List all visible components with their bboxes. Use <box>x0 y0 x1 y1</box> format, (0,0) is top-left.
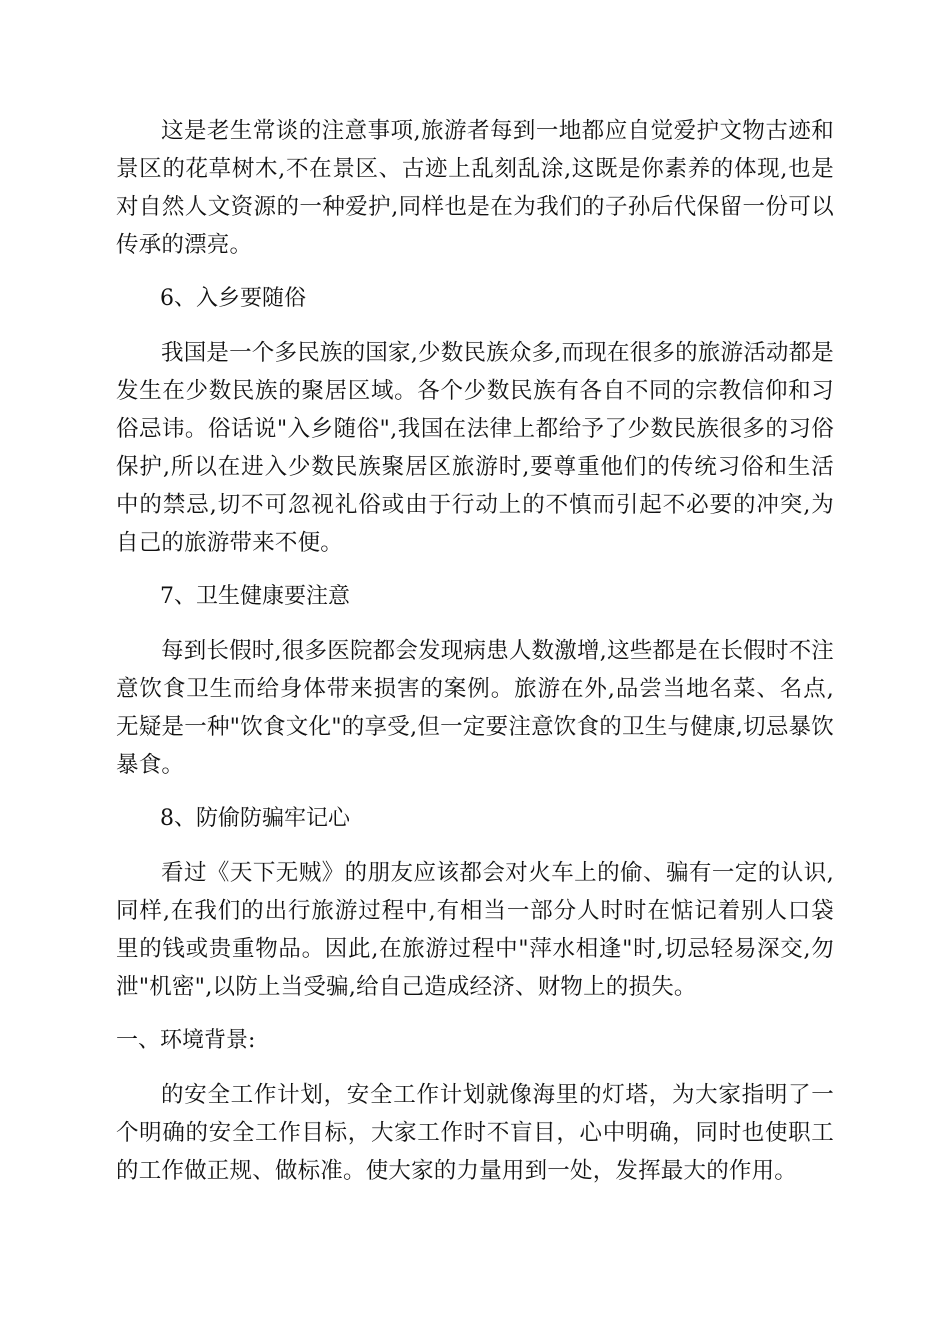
heading-hygiene-health: 7、卫生健康要注意 <box>160 584 350 609</box>
paragraph-food-hygiene: 每到长假时,很多医院都会发现病患人数激增,这些都是在长假时不注意饮食卫生而给身体带来损害的案例。旅游在外,品尝当地名菜、名点,无疑是一种"饮食文化"的享受,但一定要注意饮食的卫生与健康,切忌暴饮暴食。 <box>116 638 835 778</box>
section-title-environment: 一、环境背景: <box>116 1028 256 1053</box>
heading-theft-fraud: 8、防偷防骗牢记心 <box>160 806 350 831</box>
paragraph-theft-fraud: 看过《天下无贼》的朋友应该都会对火车上的偷、骗有一定的认识,同样,在我们的出行旅游过程中,有相当一部分人时时在惦记着别人口袋里的钱或贵重物品。因此,在旅游过程中"萍水相逢"时,切忌轻易深交,勿泄"机密",以防上当受骗,给自己造成经济、财物上的损失。 <box>116 860 834 1000</box>
paragraph-safety-plan: 的安全工作计划，安全工作计划就像海里的灯塔，为大家指明了一个明确的安全工作目标，大家工作时不盲目，心中明确，同时也使职工的工作做正规、做标准。使大家的力量用到一处，发挥最大的作用。 <box>116 1082 834 1184</box>
heading-respect-customs: 6、入乡要随俗 <box>160 286 306 311</box>
paragraph-ethnic-customs: 我国是一个多民族的国家,少数民族众多,而现在很多的旅游活动都是发生在少数民族的聚居区域。各个少数民族有各自不同的宗教信仰和习俗忌讳。俗话说"入乡随俗",我国在法律上都给予了少数民族很多的习俗保护,所以在进入少数民族聚居区旅游时,要尊重他们的传统习俗和生活中的禁忌,切不可忽视礼俗或由于行动上的不慎而引起不必要的冲突,为自己的旅游带来不便。 <box>116 340 835 556</box>
paragraph-protect-relics: 这是老生常谈的注意事项,旅游者每到一地都应自觉爱护文物古迹和景区的花草树木,不在景区、古迹上乱刻乱涂,这既是你素养的体现,也是对自然人文资源的一种爱护,同样也是在为我们的子孙后代保留一份可以传承的漂亮。 <box>116 118 834 258</box>
